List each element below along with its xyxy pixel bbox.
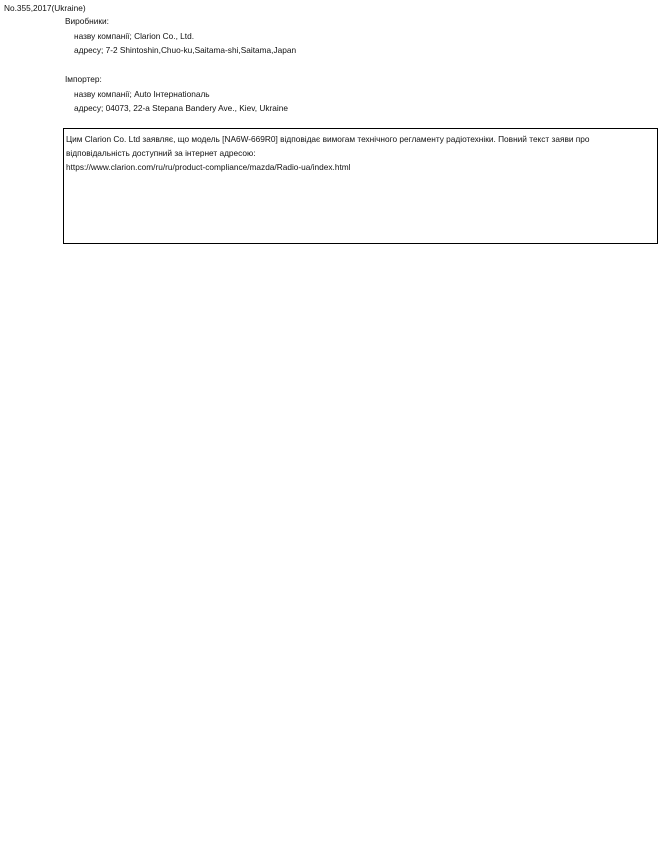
regulation-number: No.355,2017(Ukraine) bbox=[4, 3, 86, 13]
manufacturer-company: назву компанії; Clarion Co., Ltd. bbox=[74, 31, 195, 41]
importer-address: адресу; 04073, 22-а Stepana Bandery Ave., Kiev, Ukraine bbox=[74, 103, 288, 113]
declaration-box bbox=[63, 128, 658, 244]
importer-company: назву компанії; Auto Інтернationаль bbox=[74, 89, 210, 99]
declaration-text-line-1: Цим Clarion Co. Ltd заявляє, що модель [NA6W-669R0] відповідає вимогам технічного регламенту радіотехніки. Повний текст заяви про bbox=[66, 134, 590, 144]
declaration-text-line-2: відповідальність доступний за інтернет адресою: bbox=[66, 148, 256, 158]
importer-heading: Імпортер: bbox=[65, 74, 102, 84]
manufacturers-heading: Виробники: bbox=[65, 16, 109, 26]
manufacturer-address: адресу; 7-2 Shintoshin,Chuo-ku,Saitama-shi,Saitama,Japan bbox=[74, 45, 297, 55]
declaration-url-link[interactable]: https://www.clarion.com/ru/ru/product-compliance/mazda/Radio-ua/index.html bbox=[66, 162, 351, 172]
